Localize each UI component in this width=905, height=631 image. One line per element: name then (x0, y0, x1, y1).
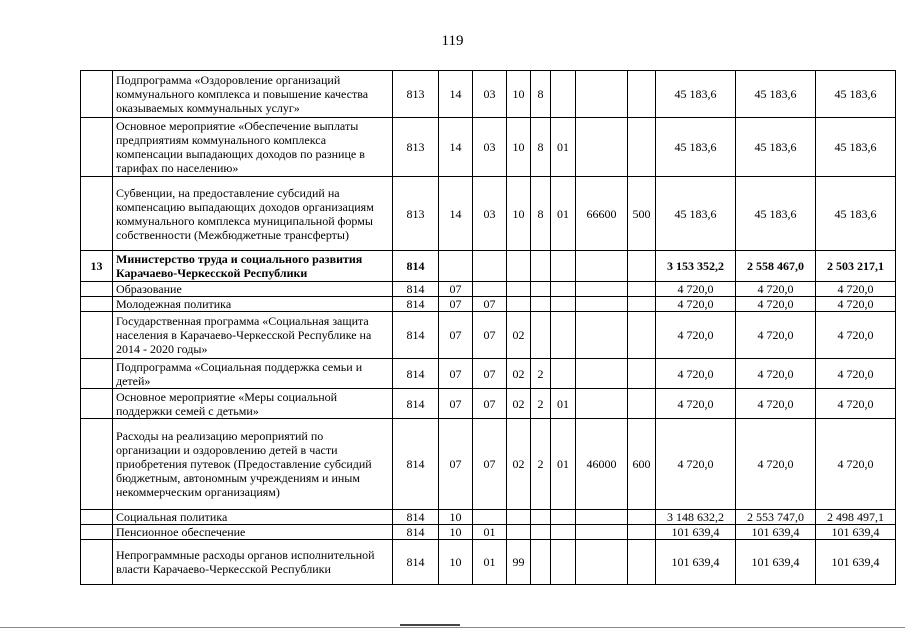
code-section: 07 (439, 359, 473, 389)
amount-year-3: 4 720,0 (816, 297, 896, 312)
amount-year-3: 45 183,6 (816, 71, 896, 118)
amount-year-1: 45 183,6 (656, 177, 736, 251)
row-name: Министерство труда и социального развития Карачаево-Черкесской Республики (113, 251, 393, 282)
code-subprogram (531, 540, 551, 585)
code-program: 10 (507, 177, 531, 251)
code-activity (551, 510, 576, 525)
table-row (81, 540, 896, 585)
amount-year-1: 101 639,4 (656, 525, 736, 540)
row-name: Пенсионное обеспечение (113, 525, 393, 540)
code-subsection: 07 (473, 389, 507, 419)
code-expense-type (628, 297, 656, 312)
amount-year-3: 101 639,4 (816, 525, 896, 540)
code-subprogram: 2 (531, 359, 551, 389)
code-ministry: 814 (393, 282, 439, 297)
amount-year-3: 4 720,0 (816, 282, 896, 297)
code-ministry: 814 (393, 540, 439, 585)
code-section: 07 (439, 312, 473, 359)
row-number (81, 177, 113, 251)
code-section: 07 (439, 282, 473, 297)
code-activity (551, 251, 576, 282)
code-section: 07 (439, 389, 473, 419)
code-section (439, 251, 473, 282)
amount-year-1: 4 720,0 (656, 359, 736, 389)
code-subsection: 03 (473, 118, 507, 177)
code-ministry: 814 (393, 525, 439, 540)
amount-year-2: 4 720,0 (736, 282, 816, 297)
code-ministry: 813 (393, 177, 439, 251)
code-subsection: 07 (473, 359, 507, 389)
code-subsection: 07 (473, 312, 507, 359)
code-activity (551, 312, 576, 359)
code-section: 14 (439, 71, 473, 118)
code-ministry: 814 (393, 359, 439, 389)
amount-year-3: 4 720,0 (816, 419, 896, 510)
code-expense-type (628, 540, 656, 585)
code-activity (551, 540, 576, 585)
code-activity (551, 359, 576, 389)
code-ministry: 814 (393, 297, 439, 312)
amount-year-1: 45 183,6 (656, 71, 736, 118)
amount-year-1: 45 183,6 (656, 118, 736, 177)
amount-year-1: 4 720,0 (656, 282, 736, 297)
code-expense-type: 500 (628, 177, 656, 251)
code-direction (576, 297, 628, 312)
code-subsection (473, 510, 507, 525)
table-row (81, 525, 896, 540)
row-name: Государственная программа «Социальная защита населения в Карачаево-Черкесской Республике на 2014 - 2020 годы» (113, 312, 393, 359)
code-program: 99 (507, 540, 531, 585)
code-direction (576, 71, 628, 118)
code-ministry: 813 (393, 118, 439, 177)
table-row (81, 312, 896, 359)
row-number (81, 71, 113, 118)
table-row (81, 297, 896, 312)
amount-year-3: 4 720,0 (816, 389, 896, 419)
code-subsection: 01 (473, 540, 507, 585)
code-ministry: 814 (393, 419, 439, 510)
amount-year-1: 3 148 632,2 (656, 510, 736, 525)
code-subprogram: 2 (531, 389, 551, 419)
code-activity (551, 297, 576, 312)
table-body (81, 71, 896, 585)
row-number (81, 419, 113, 510)
table-row (81, 118, 896, 177)
amount-year-3: 2 503 217,1 (816, 251, 896, 282)
code-section: 14 (439, 177, 473, 251)
row-number (81, 118, 113, 177)
code-direction (576, 282, 628, 297)
code-expense-type (628, 389, 656, 419)
code-ministry: 814 (393, 389, 439, 419)
amount-year-2: 2 558 467,0 (736, 251, 816, 282)
code-program (507, 525, 531, 540)
amount-year-2: 4 720,0 (736, 419, 816, 510)
code-expense-type (628, 312, 656, 359)
code-subsection: 07 (473, 297, 507, 312)
table-row (81, 177, 896, 251)
code-program: 10 (507, 71, 531, 118)
code-expense-type: 600 (628, 419, 656, 510)
code-subprogram (531, 251, 551, 282)
code-direction (576, 118, 628, 177)
code-activity: 01 (551, 118, 576, 177)
code-direction: 66600 (576, 177, 628, 251)
table-row (81, 71, 896, 118)
amount-year-2: 4 720,0 (736, 297, 816, 312)
row-name: Основное мероприятие «Меры социальной поддержки семей с детьми» (113, 389, 393, 419)
amount-year-3: 4 720,0 (816, 359, 896, 389)
table-row (81, 419, 896, 510)
code-subsection: 03 (473, 71, 507, 118)
code-subprogram (531, 525, 551, 540)
row-number (81, 297, 113, 312)
page-bottom-edge (0, 627, 905, 628)
code-activity: 01 (551, 389, 576, 419)
amount-year-1: 101 639,4 (656, 540, 736, 585)
code-subprogram: 2 (531, 419, 551, 510)
code-subsection (473, 282, 507, 297)
code-expense-type (628, 525, 656, 540)
row-name: Субвенции, на предоставление субсидий на компенсацию выпадающих доходов организациям коммунального комплекса муниципальной формы собственности (Межбюджетные трансферты) (113, 177, 393, 251)
amount-year-2: 101 639,4 (736, 525, 816, 540)
code-program: 02 (507, 419, 531, 510)
code-program (507, 251, 531, 282)
code-subprogram: 8 (531, 177, 551, 251)
row-name: Непрограммные расходы органов исполнительной власти Карачаево-Черкесской Республики (113, 540, 393, 585)
code-direction (576, 525, 628, 540)
code-subprogram: 8 (531, 118, 551, 177)
code-subprogram (531, 282, 551, 297)
row-name: Образование (113, 282, 393, 297)
amount-year-2: 4 720,0 (736, 312, 816, 359)
amount-year-2: 45 183,6 (736, 118, 816, 177)
table-row (81, 251, 896, 282)
code-program: 02 (507, 359, 531, 389)
code-subsection: 07 (473, 419, 507, 510)
row-name: Молодежная политика (113, 297, 393, 312)
code-expense-type (628, 118, 656, 177)
code-activity: 01 (551, 177, 576, 251)
row-number (81, 282, 113, 297)
row-name: Основное мероприятие «Обеспечение выплаты предприятиям коммунального комплекса компенсации выпадающих доходов по разнице в тарифах по населению» (113, 118, 393, 177)
code-ministry: 814 (393, 510, 439, 525)
code-subprogram (531, 312, 551, 359)
row-number (81, 540, 113, 585)
row-number (81, 510, 113, 525)
code-ministry: 813 (393, 71, 439, 118)
code-program (507, 282, 531, 297)
code-direction (576, 510, 628, 525)
table-row (81, 510, 896, 525)
amount-year-1: 4 720,0 (656, 312, 736, 359)
code-ministry: 814 (393, 251, 439, 282)
code-program: 02 (507, 389, 531, 419)
code-expense-type (628, 251, 656, 282)
amount-year-3: 101 639,4 (816, 540, 896, 585)
amount-year-2: 2 553 747,0 (736, 510, 816, 525)
code-subsection: 03 (473, 177, 507, 251)
page-bottom-mark (400, 624, 460, 626)
code-direction (576, 389, 628, 419)
code-section: 14 (439, 118, 473, 177)
row-number (81, 525, 113, 540)
code-section: 07 (439, 297, 473, 312)
amount-year-1: 3 153 352,2 (656, 251, 736, 282)
amount-year-3: 45 183,6 (816, 177, 896, 251)
code-activity (551, 525, 576, 540)
row-number (81, 389, 113, 419)
code-section: 10 (439, 540, 473, 585)
page-number: 119 (441, 33, 464, 49)
row-name: Подпрограмма «Оздоровление организаций коммунального комплекса и повышение качества оказываемых коммунальных услуг» (113, 71, 393, 118)
amount-year-2: 101 639,4 (736, 540, 816, 585)
code-direction: 46000 (576, 419, 628, 510)
table-row (81, 282, 896, 297)
code-ministry: 814 (393, 312, 439, 359)
amount-year-1: 4 720,0 (656, 419, 736, 510)
amount-year-2: 45 183,6 (736, 177, 816, 251)
code-section: 07 (439, 419, 473, 510)
code-subprogram (531, 297, 551, 312)
code-direction (576, 359, 628, 389)
code-direction (576, 251, 628, 282)
row-number (81, 312, 113, 359)
budget-table (80, 70, 896, 585)
code-section: 10 (439, 510, 473, 525)
code-program (507, 510, 531, 525)
amount-year-1: 4 720,0 (656, 389, 736, 419)
code-direction (576, 312, 628, 359)
row-name: Социальная политика (113, 510, 393, 525)
amount-year-3: 45 183,6 (816, 118, 896, 177)
amount-year-3: 4 720,0 (816, 312, 896, 359)
code-program: 02 (507, 312, 531, 359)
row-name: Подпрограмма «Социальная поддержка семьи и детей» (113, 359, 393, 389)
amount-year-2: 4 720,0 (736, 389, 816, 419)
code-expense-type (628, 510, 656, 525)
code-program (507, 297, 531, 312)
amount-year-3: 2 498 497,1 (816, 510, 896, 525)
code-subprogram (531, 510, 551, 525)
amount-year-1: 4 720,0 (656, 297, 736, 312)
code-activity (551, 71, 576, 118)
code-expense-type (628, 282, 656, 297)
amount-year-2: 4 720,0 (736, 359, 816, 389)
code-activity (551, 282, 576, 297)
table-row (81, 359, 896, 389)
code-direction (576, 540, 628, 585)
code-section: 10 (439, 525, 473, 540)
code-subprogram: 8 (531, 71, 551, 118)
code-activity: 01 (551, 419, 576, 510)
row-number (81, 359, 113, 389)
amount-year-2: 45 183,6 (736, 71, 816, 118)
row-number: 13 (81, 251, 113, 282)
table-row (81, 389, 896, 419)
code-subsection: 01 (473, 525, 507, 540)
code-expense-type (628, 359, 656, 389)
code-subsection (473, 251, 507, 282)
code-expense-type (628, 71, 656, 118)
code-program: 10 (507, 118, 531, 177)
row-name: Расходы на реализацию мероприятий по организации и оздоровлению детей в части приобретения путевок (Предоставление субсидий бюджетным, автономным учреждениям и иным некоммерческим организациям) (113, 419, 393, 510)
